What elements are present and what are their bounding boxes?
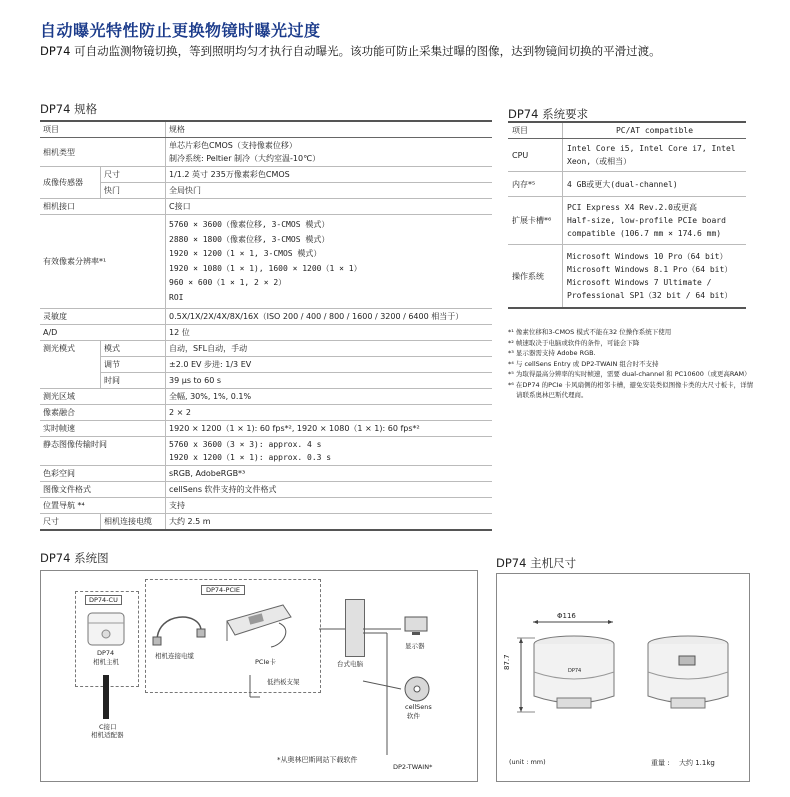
- row-label: CPU: [508, 139, 563, 172]
- unit-label: (unit : mm): [509, 758, 546, 766]
- spec-col-spec: 规格: [166, 121, 493, 138]
- spec-heading: DP74 规格: [40, 102, 98, 116]
- spec-table: [40, 120, 492, 531]
- table-row: [40, 167, 492, 183]
- row-label: 成像传感器: [40, 167, 101, 199]
- table-row: [508, 139, 746, 172]
- pcie-card-label: PCIe卡: [255, 658, 276, 666]
- row-value: C接口: [166, 199, 493, 215]
- row-value: 自动，SFL自动，手动: [166, 341, 493, 357]
- row-value: 支持: [166, 498, 493, 514]
- table-row: [40, 514, 492, 531]
- dp74cu-label: DP74-CU: [85, 595, 122, 605]
- camera-side-icon: [641, 632, 735, 716]
- dimensions-heading: DP74 主机尺寸: [496, 556, 577, 570]
- row-value: Intel Core i5, Intel Core i7, Intel: [567, 144, 736, 153]
- row-value: 12 位: [166, 325, 493, 341]
- c-mount-sublabel: 相机适配器: [91, 731, 124, 739]
- row-label: A/D: [40, 325, 166, 341]
- footnote: *³ 显示器需支持 Adobe RGB.: [508, 349, 596, 357]
- row-value: 全局快门: [166, 183, 493, 199]
- system-diagram: [40, 570, 478, 782]
- row-label: 位置导航 *⁴: [40, 498, 166, 514]
- camera-front-label: DP74: [568, 668, 582, 674]
- row-value: ±2.0 EV 步进: 1/3 EV: [166, 357, 493, 373]
- row-value: 2 × 2: [166, 405, 493, 421]
- row-sublabel: 调节: [101, 357, 166, 373]
- table-row: [40, 405, 492, 421]
- row-sublabel: 模式: [101, 341, 166, 357]
- row-label: 图像文件格式: [40, 482, 166, 498]
- twain-label: DP2-TWAIN*: [393, 763, 433, 771]
- table-row: [40, 215, 492, 309]
- row-label: 内存*⁵: [508, 172, 563, 197]
- row-value: cellSens 软件支持的文件格式: [166, 482, 493, 498]
- row-value: 1920 x 1200（1 × 1): approx. 0.3 s: [169, 453, 332, 462]
- intro-text: DP74 可自动监测物镜切换，等到照明均匀才执行自动曝光。该功能可防止采集过曝的图像，达到物镜间切换的平滑过渡。: [40, 44, 661, 58]
- row-value: Microsoft Windows 8.1 Pro（64 bit）: [567, 265, 733, 274]
- table-row: [508, 245, 746, 309]
- software-label: cellSens: [405, 703, 432, 711]
- row-value: compatible (106.7 mm × 174.6 mm): [567, 229, 722, 238]
- desktop-label: 台式电脑: [337, 660, 363, 668]
- table-row: [40, 482, 492, 498]
- table-row: [40, 389, 492, 405]
- row-label: 操作系统: [508, 245, 563, 309]
- row-value: Microsoft Windows 7 Ultimate /: [567, 278, 712, 287]
- footnotes: [508, 327, 758, 401]
- table-row: [40, 199, 492, 215]
- table-row: [40, 183, 492, 199]
- row-label: 色彩空间: [40, 466, 166, 482]
- footnote: *¹ 像素位移和3-CMOS 模式不能在32 位操作系统下使用: [508, 328, 672, 336]
- table-row: [40, 466, 492, 482]
- sysreq-col-item: 项目: [508, 122, 563, 139]
- row-value: 2880 × 1800（像素位移, 3-CMOS 模式）: [169, 234, 330, 244]
- row-value: 1920 × 1200（1 × 1): 60 fps*², 1920 × 1080（1 × 1): 60 fps*²: [166, 421, 493, 437]
- row-value: 1/1.2 英寸 235万像素彩色CMOS: [166, 167, 493, 183]
- bracket-label: 低挡板支架: [267, 678, 300, 686]
- row-sublabel: 快门: [101, 183, 166, 199]
- row-label: 相机接口: [40, 199, 166, 215]
- table-row: [40, 325, 492, 341]
- row-label: 灵敏度: [40, 309, 166, 325]
- sysreq-heading: DP74 系统要求: [508, 107, 589, 121]
- table-row: [40, 138, 492, 167]
- row-value: 全幅, 30%, 1%, 0.1%: [166, 389, 493, 405]
- sysreq-header-row: [508, 122, 746, 139]
- row-label: 有效像素分辨率*¹: [40, 215, 166, 309]
- row-value: 单芯片彩色CMOS（支持像素位移）: [169, 141, 297, 150]
- row-value: sRGB, AdobeRGB*³: [166, 466, 493, 482]
- row-value: 39 μs to 60 s: [166, 373, 493, 389]
- page-title: 自动曝光特性防止更换物镜时曝光过度: [40, 21, 321, 40]
- row-label: 像素融合: [40, 405, 166, 421]
- sysreq-table: [508, 121, 746, 309]
- row-value: 大约 2.5 m: [166, 514, 493, 531]
- row-sublabel: 时间: [101, 373, 166, 389]
- row-label: 测光模式: [40, 341, 101, 389]
- spec-header-row: [40, 121, 492, 138]
- row-value: 4 GB或更大(dual-channel): [563, 172, 747, 197]
- row-label: 尺寸: [40, 514, 101, 531]
- software-disc-icon: [403, 675, 431, 703]
- footnote: *⁴ 与 cellSens Entry 或 DP2-TWAIN 组合时不支持: [508, 359, 659, 368]
- row-label: 相机类型: [40, 138, 166, 167]
- table-row: [40, 341, 492, 357]
- row-sublabel: 相机连接电缆: [101, 514, 166, 531]
- software-sublabel: 软件: [407, 712, 420, 720]
- row-label: 测光区域: [40, 389, 166, 405]
- table-row: [40, 498, 492, 514]
- monitor-icon: [403, 615, 429, 639]
- table-row: [508, 172, 746, 197]
- cable-label: 相机连接电缆: [155, 652, 194, 660]
- row-value: ROI: [169, 292, 184, 302]
- height-label: 87.7: [503, 654, 511, 670]
- row-value: 1920 × 1080（1 × 1), 1600 × 1200（1 × 1）: [169, 263, 362, 273]
- row-value: PCI Express X4 Rev.2.0或更高: [567, 203, 697, 212]
- monitor-label: 显示器: [405, 642, 425, 650]
- diameter-label: Φ116: [557, 612, 576, 620]
- dimensions-figure: [496, 573, 750, 782]
- download-note: *从奥林巴斯网站下载软件: [277, 756, 358, 764]
- row-value: 5760 × 3600（像素位移, 3-CMOS 模式）: [169, 220, 330, 229]
- table-row: [40, 357, 492, 373]
- camera-head-sublabel: 相机主机: [93, 658, 119, 666]
- footnote: *⁵ 为取得最高分辨率的实时帧速，需要 dual-channel 和 PC10600（或更高RAM）: [508, 370, 751, 378]
- spec-col-item: 项目: [40, 121, 166, 138]
- row-value: 0.5X/1X/2X/4X/8X/16X（ISO 200 / 400 / 800 / 1600 / 3200 / 6400 相当于）: [166, 309, 493, 325]
- row-value: Professional SP1（32 bit / 64 bit）: [567, 291, 733, 300]
- row-sublabel: 尺寸: [101, 167, 166, 183]
- table-row: [40, 309, 492, 325]
- camera-front-icon: [527, 632, 621, 716]
- camera-head-label: DP74: [97, 649, 115, 657]
- footnote: *⁶ 在DP74 的PCIe 卡风扇侧的相邻卡槽，避免安装类似图像卡类的大尺寸板卡，详情请联系奥林巴斯代理商。: [508, 380, 754, 399]
- pcie-group-label: DP74-PCIE: [201, 585, 245, 595]
- weight-label: 重量 :: [651, 759, 670, 767]
- row-value: Microsoft Windows 10 Pro（64 bit）: [567, 252, 728, 261]
- row-label: 扩展卡槽*⁶: [508, 197, 563, 245]
- row-value: 5760 x 3600（3 × 3): approx. 4 s: [169, 440, 322, 449]
- row-value: Xeon,（或相当）: [567, 157, 632, 166]
- footnote: *² 帧速取决于电脑或软件的条件，可能会下降: [508, 338, 640, 347]
- system-diagram-heading: DP74 系统图: [40, 551, 109, 565]
- table-row: [40, 373, 492, 389]
- row-value: 1920 × 1200（1 × 1, 3-CMOS 模式）: [169, 249, 322, 258]
- table-row: [40, 421, 492, 437]
- row-label: 静态图像传输时间: [40, 437, 166, 466]
- table-row: [40, 437, 492, 466]
- sysreq-col-spec: PC/AT compatible: [563, 122, 747, 139]
- row-label: 实时帧速: [40, 421, 166, 437]
- row-value: 制冷系统: Peltier 制冷（大约室温-10℃）: [169, 154, 321, 163]
- c-mount-label: C接口: [99, 723, 117, 731]
- row-value: 960 × 600（1 × 1, 2 × 2）: [169, 278, 287, 287]
- row-value: Half-size, low-profile PCIe board: [567, 216, 726, 225]
- table-row: [508, 197, 746, 245]
- weight-value: 大约 1.1kg: [679, 759, 715, 767]
